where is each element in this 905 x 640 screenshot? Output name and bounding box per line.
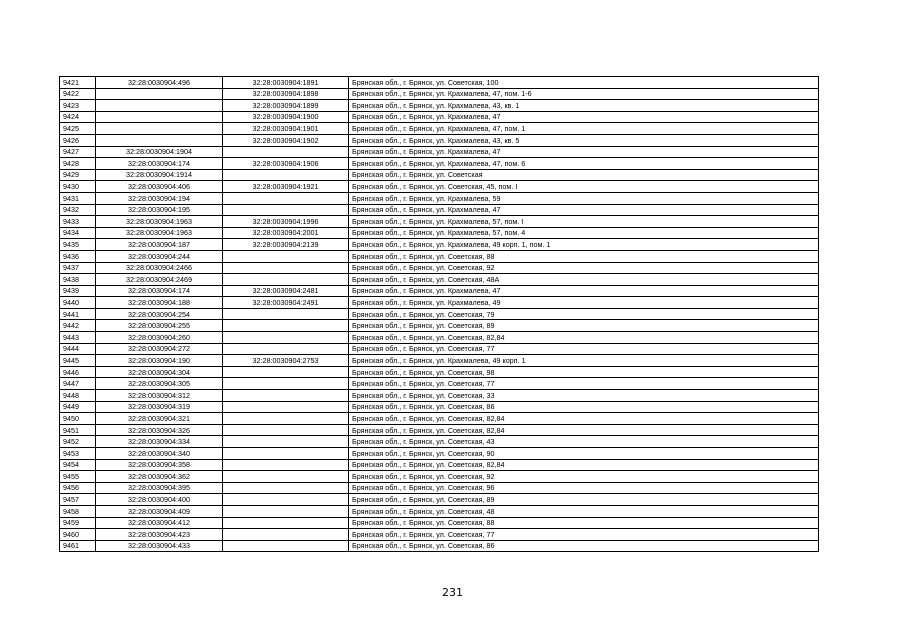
cadastral-number-cell: 32:28:0030904:326 — [96, 424, 223, 436]
table-row — [60, 355, 819, 367]
table-row — [60, 227, 819, 239]
table-row — [60, 216, 819, 228]
address-cell: Брянская обл., г. Брянск, ул. Советская, 48 — [349, 505, 819, 517]
row-number-cell: 9459 — [60, 517, 96, 529]
row-number-cell: 9460 — [60, 529, 96, 541]
row-number-cell: 9443 — [60, 332, 96, 344]
row-number-cell: 9445 — [60, 355, 96, 367]
row-number-cell: 9442 — [60, 320, 96, 332]
page-number: 231 — [442, 586, 463, 599]
address-cell: Брянская обл., г. Брянск, ул. Советская, 82,84 — [349, 332, 819, 344]
row-number-cell: 9429 — [60, 169, 96, 181]
cadastral-number-cell: 32:28:0030904:305 — [96, 378, 223, 390]
row-number-cell: 9424 — [60, 111, 96, 123]
related-cadastral-number-cell: 32:28:0030904:1902 — [223, 134, 349, 146]
cadastral-number-cell: 32:28:0030904:358 — [96, 459, 223, 471]
cadastral-number-cell: 32:28:0030904:255 — [96, 320, 223, 332]
address-cell: Брянская обл., г. Брянск, ул. Советская, 45, пом. I — [349, 181, 819, 193]
cadastral-number-cell: 32:28:0030904:362 — [96, 471, 223, 483]
address-cell: Брянская обл., г. Брянск, ул. Советская, 77 — [349, 343, 819, 355]
row-number-cell: 9456 — [60, 482, 96, 494]
row-number-cell: 9457 — [60, 494, 96, 506]
property-table — [59, 76, 819, 552]
related-cadastral-number-cell — [223, 192, 349, 204]
table-row — [60, 448, 819, 460]
row-number-cell: 9452 — [60, 436, 96, 448]
table-body — [60, 77, 819, 552]
related-cadastral-number-cell — [223, 494, 349, 506]
cadastral-number-cell: 32:28:0030904:334 — [96, 436, 223, 448]
related-cadastral-number-cell — [223, 482, 349, 494]
address-cell: Брянская обл., г. Брянск, ул. Крахмалева, 49 — [349, 297, 819, 309]
address-cell: Брянская обл., г. Брянск, ул. Советская, 82,84 — [349, 424, 819, 436]
table-row — [60, 505, 819, 517]
address-cell: Брянская обл., г. Брянск, ул. Советская, 79 — [349, 308, 819, 320]
table-row — [60, 100, 819, 112]
row-number-cell: 9433 — [60, 216, 96, 228]
cadastral-number-cell: 32:28:0030904:2469 — [96, 274, 223, 286]
related-cadastral-number-cell — [223, 169, 349, 181]
table-row — [60, 297, 819, 309]
related-cadastral-number-cell: 32:28:0030904:1891 — [223, 77, 349, 89]
table-row — [60, 192, 819, 204]
table-row — [60, 111, 819, 123]
related-cadastral-number-cell: 32:28:0030904:1898 — [223, 88, 349, 100]
address-cell: Брянская обл., г. Брянск, ул. Советская, 82,84 — [349, 459, 819, 471]
cadastral-number-cell: 32:28:0030904:433 — [96, 540, 223, 552]
table-row — [60, 436, 819, 448]
table-row — [60, 366, 819, 378]
table-row — [60, 285, 819, 297]
cadastral-number-cell: 32:28:0030904:2466 — [96, 262, 223, 274]
cadastral-number-cell: 32:28:0030904:254 — [96, 308, 223, 320]
address-cell: Брянская обл., г. Брянск, ул. Советская, 90 — [349, 448, 819, 460]
table-row — [60, 169, 819, 181]
cadastral-number-cell: 32:28:0030904:187 — [96, 239, 223, 251]
table-row — [60, 494, 819, 506]
related-cadastral-number-cell — [223, 250, 349, 262]
table-row — [60, 401, 819, 413]
row-number-cell: 9422 — [60, 88, 96, 100]
address-cell: Брянская обл., г. Брянск, ул. Советская, 89 — [349, 494, 819, 506]
row-number-cell: 9451 — [60, 424, 96, 436]
related-cadastral-number-cell — [223, 401, 349, 413]
table-row — [60, 262, 819, 274]
cadastral-number-cell — [96, 88, 223, 100]
address-cell: Брянская обл., г. Брянск, ул. Советская, 88 — [349, 250, 819, 262]
address-cell: Брянская обл., г. Брянск, ул. Советская, 86 — [349, 401, 819, 413]
related-cadastral-number-cell — [223, 320, 349, 332]
table-row — [60, 459, 819, 471]
table-row — [60, 413, 819, 425]
address-cell: Брянская обл., г. Брянск, ул. Советская — [349, 169, 819, 181]
row-number-cell: 9431 — [60, 192, 96, 204]
address-cell: Брянская обл., г. Брянск, ул. Советская, 88 — [349, 517, 819, 529]
table-row — [60, 181, 819, 193]
cadastral-number-cell: 32:28:0030904:395 — [96, 482, 223, 494]
related-cadastral-number-cell — [223, 529, 349, 541]
table-row — [60, 250, 819, 262]
related-cadastral-number-cell — [223, 308, 349, 320]
related-cadastral-number-cell — [223, 540, 349, 552]
row-number-cell: 9446 — [60, 366, 96, 378]
cadastral-number-cell: 32:28:0030904:319 — [96, 401, 223, 413]
cadastral-number-cell: 32:28:0030904:400 — [96, 494, 223, 506]
cadastral-number-cell: 32:28:0030904:260 — [96, 332, 223, 344]
address-cell: Брянская обл., г. Брянск, ул. Советская, 100 — [349, 77, 819, 89]
table-row — [60, 482, 819, 494]
address-cell: Брянская обл., г. Брянск, ул. Крахмалева, 49 корп. 1, пом. 1 — [349, 239, 819, 251]
related-cadastral-number-cell — [223, 332, 349, 344]
row-number-cell: 9458 — [60, 505, 96, 517]
cadastral-number-cell: 32:28:0030904:423 — [96, 529, 223, 541]
row-number-cell: 9425 — [60, 123, 96, 135]
related-cadastral-number-cell — [223, 505, 349, 517]
related-cadastral-number-cell: 32:28:0030904:1996 — [223, 216, 349, 228]
table-row — [60, 529, 819, 541]
row-number-cell: 9435 — [60, 239, 96, 251]
address-cell: Брянская обл., г. Брянск, ул. Советская, 89 — [349, 320, 819, 332]
table-row — [60, 540, 819, 552]
row-number-cell: 9432 — [60, 204, 96, 216]
address-cell: Брянская обл., г. Брянск, ул. Крахмалева, 43, кв. 1 — [349, 100, 819, 112]
row-number-cell: 9440 — [60, 297, 96, 309]
row-number-cell: 9437 — [60, 262, 96, 274]
address-cell: Брянская обл., г. Брянск, ул. Советская, 77 — [349, 378, 819, 390]
row-number-cell: 9453 — [60, 448, 96, 460]
related-cadastral-number-cell — [223, 471, 349, 483]
cadastral-number-cell: 32:28:0030904:340 — [96, 448, 223, 460]
address-cell: Брянская обл., г. Брянск, ул. Крахмалева, 47 — [349, 285, 819, 297]
related-cadastral-number-cell — [223, 262, 349, 274]
address-cell: Брянская обл., г. Брянск, ул. Крахмалева, 47, пом. 6 — [349, 158, 819, 170]
cadastral-number-cell: 32:28:0030904:188 — [96, 297, 223, 309]
row-number-cell: 9427 — [60, 146, 96, 158]
address-cell: Брянская обл., г. Брянск, ул. Советская, 98 — [349, 366, 819, 378]
related-cadastral-number-cell — [223, 448, 349, 460]
address-cell: Брянская обл., г. Брянск, ул. Крахмалева, 59 — [349, 192, 819, 204]
cadastral-number-cell: 32:28:0030904:1904 — [96, 146, 223, 158]
table-row — [60, 332, 819, 344]
cadastral-number-cell: 32:28:0030904:496 — [96, 77, 223, 89]
table-row — [60, 308, 819, 320]
row-number-cell: 9441 — [60, 308, 96, 320]
address-cell: Брянская обл., г. Брянск, ул. Советская, 82,84 — [349, 413, 819, 425]
related-cadastral-number-cell — [223, 366, 349, 378]
table-row — [60, 378, 819, 390]
table-row — [60, 390, 819, 402]
address-cell: Брянская обл., г. Брянск, ул. Советская, 33 — [349, 390, 819, 402]
address-cell: Брянская обл., г. Брянск, ул. Советская, 92 — [349, 262, 819, 274]
cadastral-number-cell: 32:28:0030904:174 — [96, 158, 223, 170]
related-cadastral-number-cell — [223, 343, 349, 355]
related-cadastral-number-cell: 32:28:0030904:1906 — [223, 158, 349, 170]
cadastral-number-cell: 32:28:0030904:312 — [96, 390, 223, 402]
cadastral-number-cell: 32:28:0030904:244 — [96, 250, 223, 262]
row-number-cell: 9444 — [60, 343, 96, 355]
address-cell: Брянская обл., г. Брянск, ул. Крахмалева, 43, кв. 5 — [349, 134, 819, 146]
cadastral-number-cell: 32:28:0030904:1963 — [96, 227, 223, 239]
related-cadastral-number-cell — [223, 517, 349, 529]
related-cadastral-number-cell — [223, 413, 349, 425]
related-cadastral-number-cell — [223, 436, 349, 448]
cadastral-number-cell: 32:28:0030904:190 — [96, 355, 223, 367]
table-row — [60, 123, 819, 135]
table-row — [60, 204, 819, 216]
table-row — [60, 146, 819, 158]
table-row — [60, 274, 819, 286]
related-cadastral-number-cell — [223, 378, 349, 390]
related-cadastral-number-cell: 32:28:0030904:2481 — [223, 285, 349, 297]
row-number-cell: 9430 — [60, 181, 96, 193]
row-number-cell: 9428 — [60, 158, 96, 170]
cadastral-number-cell: 32:28:0030904:272 — [96, 343, 223, 355]
cadastral-number-cell — [96, 134, 223, 146]
related-cadastral-number-cell — [223, 390, 349, 402]
related-cadastral-number-cell: 32:28:0030904:2139 — [223, 239, 349, 251]
related-cadastral-number-cell — [223, 459, 349, 471]
row-number-cell: 9423 — [60, 100, 96, 112]
cadastral-number-cell: 32:28:0030904:409 — [96, 505, 223, 517]
cadastral-number-cell: 32:28:0030904:194 — [96, 192, 223, 204]
related-cadastral-number-cell — [223, 204, 349, 216]
table-row — [60, 424, 819, 436]
table-row — [60, 239, 819, 251]
related-cadastral-number-cell: 32:28:0030904:1900 — [223, 111, 349, 123]
address-cell: Брянская обл., г. Брянск, ул. Крахмалева, 47, пом. 1-6 — [349, 88, 819, 100]
address-cell: Брянская обл., г. Брянск, ул. Крахмалева, 57, пом. 4 — [349, 227, 819, 239]
cadastral-number-cell: 32:28:0030904:1963 — [96, 216, 223, 228]
address-cell: Брянская обл., г. Брянск, ул. Крахмалева, 49 корп. 1 — [349, 355, 819, 367]
address-cell: Брянская обл., г. Брянск, ул. Советская, 77 — [349, 529, 819, 541]
table-row — [60, 320, 819, 332]
cadastral-number-cell: 32:28:0030904:406 — [96, 181, 223, 193]
table-row — [60, 343, 819, 355]
related-cadastral-number-cell: 32:28:0030904:2753 — [223, 355, 349, 367]
table-row — [60, 158, 819, 170]
address-cell: Брянская обл., г. Брянск, ул. Крахмалева, 47 — [349, 146, 819, 158]
row-number-cell: 9421 — [60, 77, 96, 89]
cadastral-number-cell: 32:28:0030904:321 — [96, 413, 223, 425]
table-row — [60, 134, 819, 146]
table-row — [60, 77, 819, 89]
row-number-cell: 9426 — [60, 134, 96, 146]
cadastral-number-cell — [96, 123, 223, 135]
address-cell: Брянская обл., г. Брянск, ул. Советская, 43 — [349, 436, 819, 448]
cadastral-number-cell: 32:28:0030904:412 — [96, 517, 223, 529]
row-number-cell: 9439 — [60, 285, 96, 297]
related-cadastral-number-cell: 32:28:0030904:1921 — [223, 181, 349, 193]
related-cadastral-number-cell — [223, 424, 349, 436]
related-cadastral-number-cell — [223, 274, 349, 286]
row-number-cell: 9448 — [60, 390, 96, 402]
row-number-cell: 9449 — [60, 401, 96, 413]
row-number-cell: 9450 — [60, 413, 96, 425]
address-cell: Брянская обл., г. Брянск, ул. Крахмалева, 47, пом. 1 — [349, 123, 819, 135]
address-cell: Брянская обл., г. Брянск, ул. Советская, 92 — [349, 471, 819, 483]
row-number-cell: 9434 — [60, 227, 96, 239]
related-cadastral-number-cell: 32:28:0030904:2491 — [223, 297, 349, 309]
row-number-cell: 9454 — [60, 459, 96, 471]
address-cell: Брянская обл., г. Брянск, ул. Советская, 96 — [349, 482, 819, 494]
address-cell: Брянская обл., г. Брянск, ул. Крахмалева, 47 — [349, 204, 819, 216]
table-row — [60, 471, 819, 483]
row-number-cell: 9438 — [60, 274, 96, 286]
address-cell: Брянская обл., г. Брянск, ул. Крахмалева, 47 — [349, 111, 819, 123]
cadastral-number-cell — [96, 100, 223, 112]
cadastral-number-cell: 32:28:0030904:304 — [96, 366, 223, 378]
address-cell: Брянская обл., г. Брянск, ул. Крахмалева, 57, пом. I — [349, 216, 819, 228]
cadastral-number-cell: 32:28:0030904:195 — [96, 204, 223, 216]
row-number-cell: 9436 — [60, 250, 96, 262]
table-row — [60, 517, 819, 529]
row-number-cell: 9455 — [60, 471, 96, 483]
cadastral-number-cell: 32:28:0030904:174 — [96, 285, 223, 297]
row-number-cell: 9461 — [60, 540, 96, 552]
related-cadastral-number-cell: 32:28:0030904:1899 — [223, 100, 349, 112]
address-cell: Брянская обл., г. Брянск, ул. Советская, 48А — [349, 274, 819, 286]
cadastral-number-cell — [96, 111, 223, 123]
related-cadastral-number-cell: 32:28:0030904:2001 — [223, 227, 349, 239]
related-cadastral-number-cell: 32:28:0030904:1901 — [223, 123, 349, 135]
address-cell: Брянская обл., г. Брянск, ул. Советская, 86 — [349, 540, 819, 552]
table-row — [60, 88, 819, 100]
related-cadastral-number-cell — [223, 146, 349, 158]
row-number-cell: 9447 — [60, 378, 96, 390]
cadastral-number-cell: 32:28:0030904:1914 — [96, 169, 223, 181]
